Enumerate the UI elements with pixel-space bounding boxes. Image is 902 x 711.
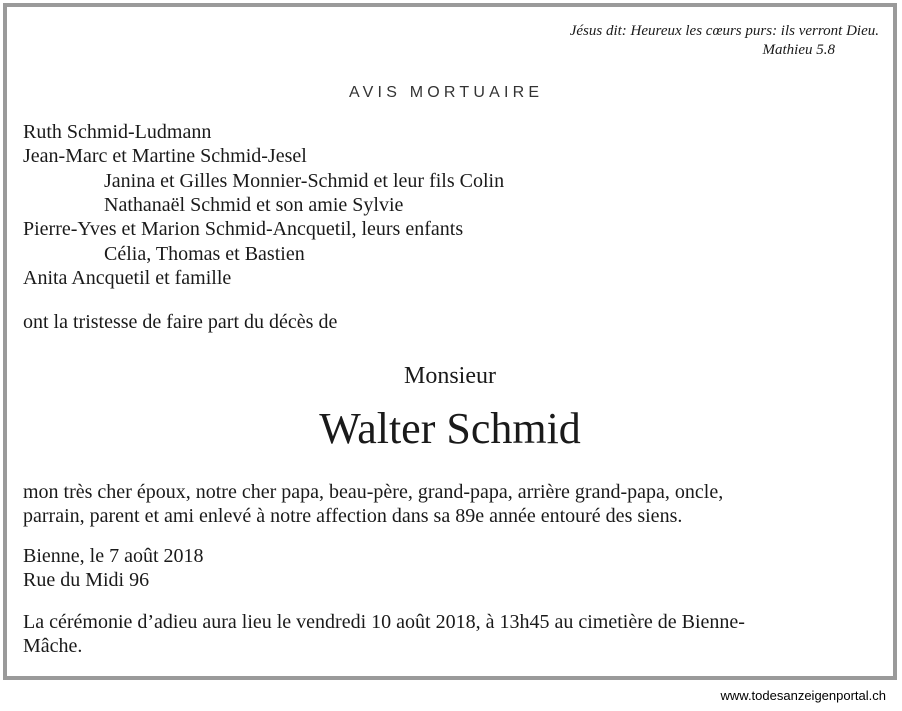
place-date: Bienne, le 7 août 2018 xyxy=(23,545,204,567)
ceremony-text: La cérémonie d’adieu aura lieu le vendredi 10 août 2018, à 13h45 au cimetière de Bienne- xyxy=(23,611,745,633)
bible-quote: Jésus dit: Heureux les cœurs purs: ils verront Dieu. xyxy=(569,23,879,39)
family-member: Anita Ancquetil et famille xyxy=(23,267,232,289)
family-member: Nathanaël Schmid et son amie Sylvie xyxy=(104,194,404,216)
notice-heading: AVIS MORTUAIRE xyxy=(349,84,544,101)
honorific: Monsieur xyxy=(404,363,496,389)
bible-reference: Mathieu 5.8 xyxy=(762,42,835,58)
website-link[interactable]: www.todesanzeigenportal.ch xyxy=(720,688,886,703)
description-text: parrain, parent et ami enlevé à notre affection dans sa 89e année entouré des siens. xyxy=(23,505,683,527)
family-member: Pierre-Yves et Marion Schmid-Ancquetil, leurs enfants xyxy=(23,218,464,240)
address: Rue du Midi 96 xyxy=(23,569,150,591)
family-member: Jean-Marc et Martine Schmid-Jesel xyxy=(23,145,307,167)
ceremony-text: Mâche. xyxy=(23,635,83,657)
deceased-name: Walter Schmid xyxy=(319,404,581,453)
family-member: Ruth Schmid-Ludmann xyxy=(23,121,212,143)
family-member: Janina et Gilles Monnier-Schmid et leur fils Colin xyxy=(104,170,505,192)
announcement-text: ont la tristesse de faire part du décès de xyxy=(23,311,338,333)
family-member: Célia, Thomas et Bastien xyxy=(104,243,305,265)
description-text: mon très cher époux, notre cher papa, beau-père, grand-papa, arrière grand-papa, oncle, xyxy=(23,481,724,503)
obituary-notice xyxy=(3,3,897,680)
